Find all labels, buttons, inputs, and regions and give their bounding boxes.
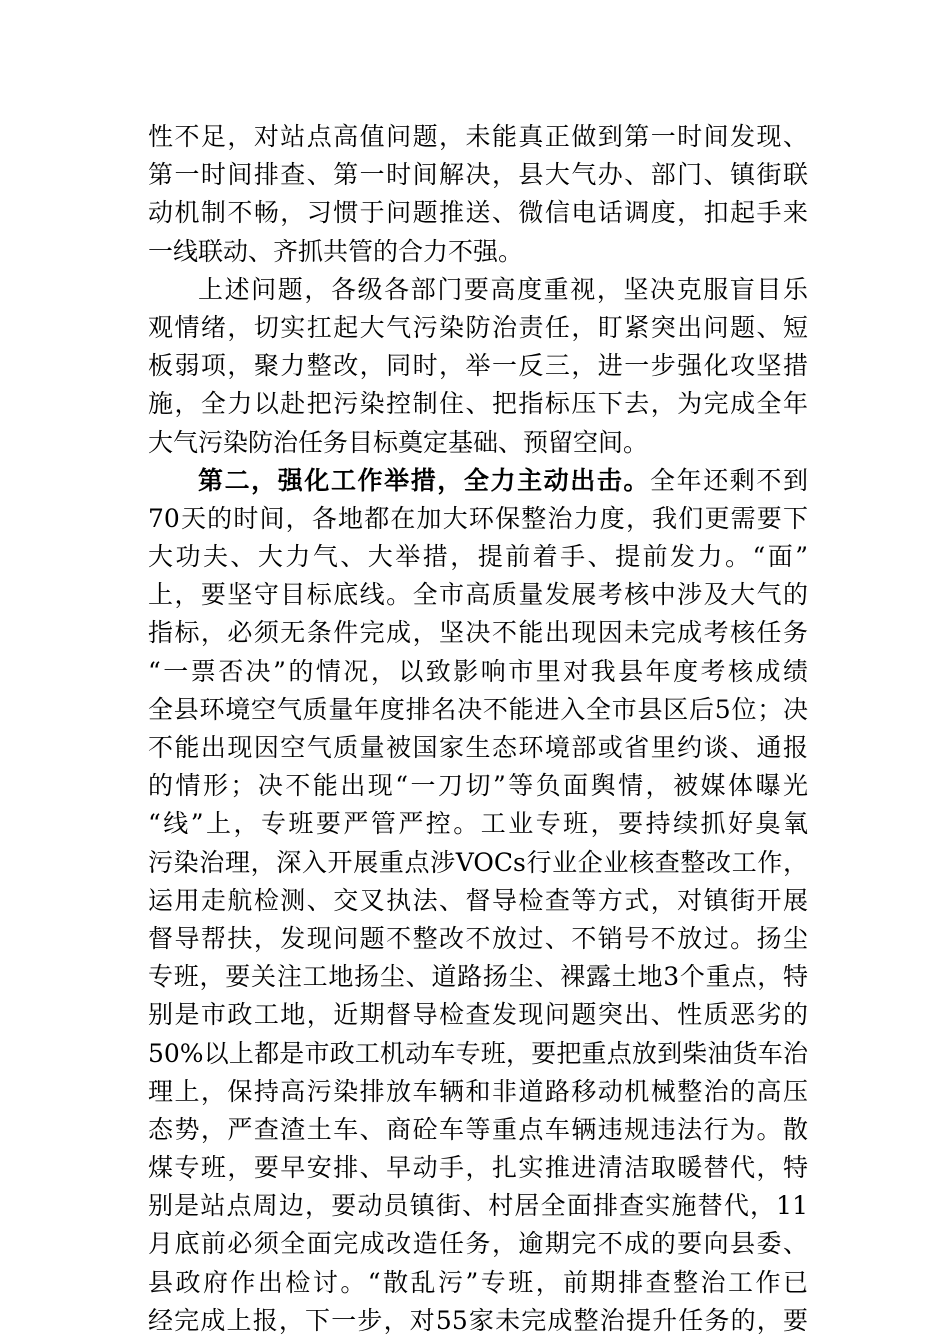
text-line: 50%以上都是市政工机动车专班，要把重点放到柴油货车治 bbox=[148, 1038, 808, 1068]
text-line: 70天的时间，各地都在加大环保整治力度，我们更需要下 bbox=[148, 503, 808, 533]
text-line: 经完成上报，下一步，对55家未完成整治提升任务的，要 bbox=[148, 1305, 808, 1335]
paragraph-3 bbox=[148, 462, 808, 1340]
text-line: 上述问题，各级各部门要高度重视，坚决克服盲目乐 bbox=[198, 274, 808, 304]
text-line: 县政府作出检讨。“散乱污”专班，前期排查整治工作已 bbox=[148, 1267, 808, 1297]
text-line: 运用走航检测、交叉执法、督导检查等方式，对镇街开展 bbox=[148, 885, 808, 915]
text-line bbox=[148, 462, 808, 500]
text-line: 督导帮扶，发现问题不整改不放过、不销号不放过。扬尘 bbox=[148, 923, 808, 953]
text-line: 煤专班，要早安排、早动手，扎实推进清洁取暖替代，特 bbox=[148, 1153, 808, 1183]
text-line: “一票否决”的情况，以致影响市里对我县年度考核成绩 bbox=[148, 656, 808, 686]
text-line: 大气污染防治任务目标奠定基础、预留空间。 bbox=[148, 427, 649, 457]
text-line: 性不足，对站点高值问题，未能真正做到第一时间发现、 bbox=[148, 122, 808, 151]
text-line: 别是市政工地，近期督导检查发现问题突出、性质恶劣的 bbox=[148, 1000, 808, 1030]
text-line: 施，全力以赴把污染控制住、把指标压下去，为完成全年 bbox=[148, 389, 808, 419]
text-line: 污染治理，深入开展重点涉VOCs行业企业核查整改工作， bbox=[148, 847, 808, 877]
text-line: 态势，严查渣土车、商砼车等重点车辆违规违法行为。散 bbox=[148, 1114, 808, 1144]
section-heading: 第二，强化工作举措，全力主动出击。 bbox=[198, 465, 651, 495]
heading-line-rest: 全年还剩不到 bbox=[650, 465, 808, 495]
text-line: 不能出现因空气质量被国家生态环境部或省里约谈、通报 bbox=[148, 733, 808, 762]
text-line: 上，要坚守目标底线。全市高质量发展考核中涉及大气的 bbox=[148, 580, 808, 610]
text-line: 大功夫、大力气、大举措，提前着手、提前发力。“面” bbox=[148, 542, 808, 572]
text-line: 观情绪，切实扛起大气污染防治责任，盯紧突出问题、短 bbox=[148, 312, 808, 342]
text-line: 一线联动、齐抓共管的合力不强。 bbox=[148, 236, 524, 266]
document-page bbox=[148, 118, 808, 1340]
text-line: 第一时间排查、第一时间解决，县大气办、部门、镇街联 bbox=[148, 160, 808, 190]
paragraph-1 bbox=[148, 118, 808, 271]
text-line: 指标，必须无条件完成，坚决不能出现因未完成考核任务 bbox=[148, 618, 808, 648]
text-line: 月底前必须全面完成改造任务，逾期完不成的要向县委、 bbox=[148, 1229, 808, 1259]
text-line: 专班，要关注工地扬尘、道路扬尘、裸露土地3个重点，特 bbox=[148, 962, 808, 992]
text-line: 别是站点周边，要动员镇街、村居全面排查实施替代，11 bbox=[148, 1191, 808, 1221]
text-line: 全县环境空气质量年度排名决不能进入全市县区后5位；决 bbox=[148, 694, 808, 724]
text-line: 动机制不畅，习惯于问题推送、微信电话调度，扣起手来 bbox=[148, 198, 808, 228]
paragraph-2 bbox=[148, 271, 808, 462]
text-line: “线”上，专班要严管严控。工业专班，要持续抓好臭氧 bbox=[148, 809, 808, 839]
text-line: 理上，保持高污染排放车辆和非道路移动机械整治的高压 bbox=[148, 1076, 808, 1106]
text-line: 板弱项，聚力整改，同时，举一反三，进一步强化攻坚措 bbox=[148, 351, 808, 381]
text-line: 的情形；决不能出现“一刀切”等负面舆情，被媒体曝光 bbox=[148, 771, 808, 801]
